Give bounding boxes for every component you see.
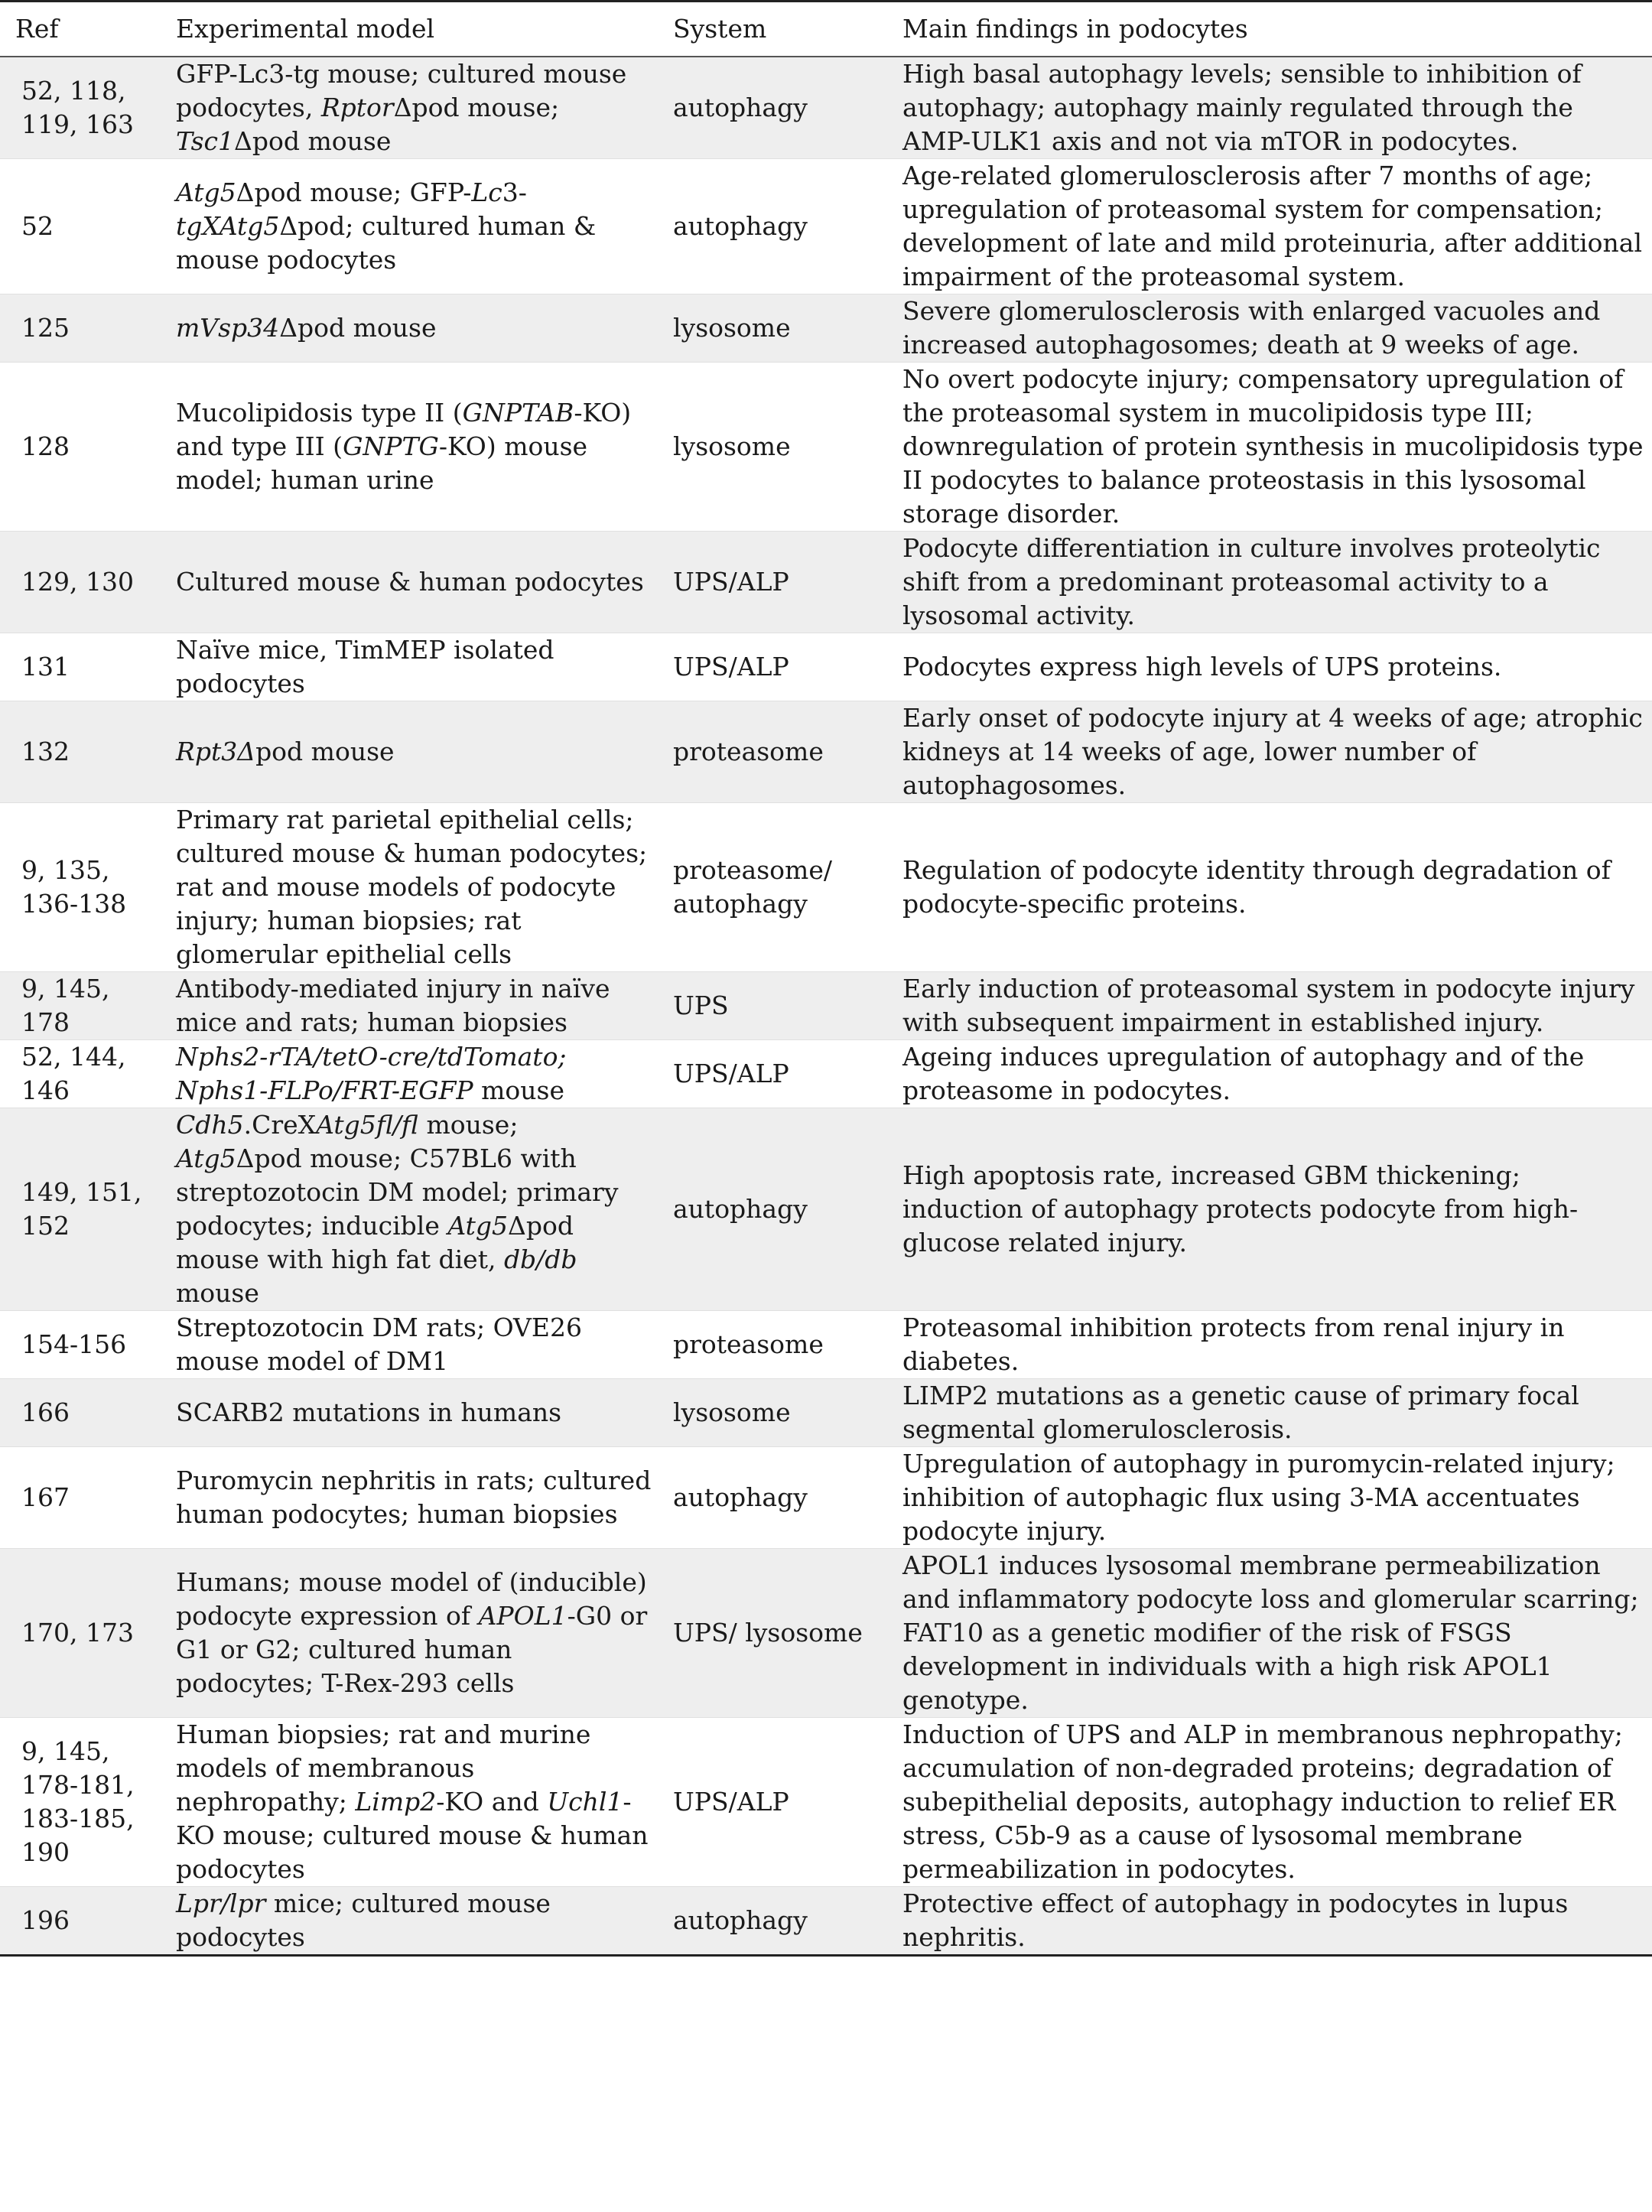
model-text-segment: -KO) mouse model; human urine: [176, 431, 588, 495]
model-text-segment: Naïve mice, TimMEP isolated podocytes: [176, 635, 554, 698]
model-text-segment: SCARB2 mutations in humans: [176, 1397, 562, 1427]
cell-main-findings: Upregulation of autophagy in puromycin-related injury; inhibition of autophagic flux using 3-MA accentuates podocyte injury.: [887, 1447, 1652, 1549]
cell-ref: 52, 118, 119, 163: [0, 57, 161, 159]
cell-experimental-model: [161, 1718, 658, 1887]
cell-ref: 131: [0, 633, 161, 701]
model-text-segment: Atg5: [176, 177, 236, 207]
model-text-segment: db/db: [503, 1244, 577, 1274]
cell-ref: 9, 145, 178-181, 183-185, 190: [0, 1718, 161, 1887]
model-text-segment: Streptozotocin DM rats; OVE26 mouse model of DM1: [176, 1313, 582, 1376]
cell-experimental-model: [161, 294, 658, 363]
header-system: System: [658, 2, 887, 57]
model-text-segment: -KO mouse; cultured mouse & human podocytes: [176, 1787, 649, 1884]
cell-ref: 128: [0, 363, 161, 532]
model-text-segment: Mucolipidosis type II (: [176, 398, 463, 428]
model-text-segment: 3-: [502, 177, 527, 207]
table-row: [0, 633, 1652, 701]
cell-system: autophagy: [658, 159, 887, 294]
table-row: [0, 972, 1652, 1040]
cell-main-findings: Induction of UPS and ALP in membranous nephropathy; accumulation of non-degraded proteins; degradation of subepithelial deposits, autophagy induction to relief ER stress, C5b-9 as a cause of lysosomal membrane permeabilization in podocytes.: [887, 1718, 1652, 1887]
cell-system: lysosome: [658, 363, 887, 532]
model-text-segment: APOL1: [478, 1601, 567, 1631]
cell-experimental-model: [161, 1549, 658, 1718]
table-row: [0, 532, 1652, 633]
cell-experimental-model: [161, 633, 658, 701]
model-text-segment: Lc: [471, 177, 502, 207]
cell-system: lysosome: [658, 294, 887, 363]
model-text-segment: Δpod mouse; GFP-: [236, 177, 472, 207]
table-row: [0, 1040, 1652, 1108]
model-text-segment: Δpod; cultured human & mouse podocytes: [176, 211, 597, 275]
model-text-segment: Antibody-mediated injury in naïve mice and rats; human biopsies: [176, 974, 610, 1037]
model-text-segment: Human biopsies; rat and murine models of membranous nephropathy;: [176, 1719, 591, 1817]
cell-system: UPS/ALP: [658, 532, 887, 633]
table-row: [0, 1447, 1652, 1549]
cell-experimental-model: [161, 532, 658, 633]
model-text-segment: tgXAtg5: [176, 211, 280, 241]
cell-system: UPS/ALP: [658, 1718, 887, 1887]
cell-experimental-model: [161, 803, 658, 972]
model-text-segment: mice; cultured mouse podocytes: [176, 1888, 551, 1952]
table-row: [0, 1718, 1652, 1887]
cell-main-findings: Age-related glomerulosclerosis after 7 months of age; upregulation of proteasomal system for compensation; development of late and mild proteinuria, after additional impairment of the proteasomal system.: [887, 159, 1652, 294]
model-text-segment: pod mouse: [255, 737, 395, 766]
cell-system: UPS: [658, 972, 887, 1040]
model-text-segment: Atg5: [176, 1143, 236, 1173]
model-text-segment: GNPTG: [343, 431, 439, 461]
header-row: [0, 2, 1652, 57]
table-header: [0, 2, 1652, 57]
model-text-segment: mVsp34: [176, 313, 280, 343]
cell-ref: 9, 145, 178: [0, 972, 161, 1040]
model-text-segment: -KO) and type III (: [176, 398, 632, 461]
cell-experimental-model: [161, 1379, 658, 1447]
cell-experimental-model: [161, 363, 658, 532]
cell-main-findings: Severe glomerulosclerosis with enlarged vacuoles and increased autophagosomes; death at 9 weeks of age.: [887, 294, 1652, 363]
cell-system: proteasome: [658, 701, 887, 803]
cell-ref: 129, 130: [0, 532, 161, 633]
cell-system: autophagy: [658, 1108, 887, 1311]
table-row: [0, 1549, 1652, 1718]
model-text-segment: Δpod mouse with high fat diet,: [176, 1211, 574, 1274]
cell-experimental-model: [161, 701, 658, 803]
model-text-segment: Atg5fl/fl: [316, 1110, 418, 1140]
cell-experimental-model: [161, 1447, 658, 1549]
model-text-segment: GNPTAB: [462, 398, 574, 428]
cell-main-findings: Ageing induces upregulation of autophagy and of the proteasome in podocytes.: [887, 1040, 1652, 1108]
cell-main-findings: Podocytes express high levels of UPS proteins.: [887, 633, 1652, 701]
table-body: [0, 57, 1652, 1956]
model-text-segment: -KO and: [436, 1787, 548, 1817]
cell-experimental-model: [161, 1108, 658, 1311]
cell-ref: 167: [0, 1447, 161, 1549]
model-text-segment: Primary rat parietal epithelial cells; cultured mouse & human podocytes; rat and mouse models of podocyte injury; human biopsies; rat glomerular epithelial cells: [176, 805, 648, 969]
model-text-segment: Humans; mouse model of (inducible) podocyte expression of: [176, 1567, 647, 1631]
cell-ref: 132: [0, 701, 161, 803]
table-row: [0, 701, 1652, 803]
cell-system: UPS/ALP: [658, 633, 887, 701]
table-row: [0, 1311, 1652, 1379]
cell-system: proteasome/ autophagy: [658, 803, 887, 972]
cell-experimental-model: [161, 159, 658, 294]
cell-main-findings: Early induction of proteasomal system in podocyte injury with subsequent impairment in established injury.: [887, 972, 1652, 1040]
cell-system: lysosome: [658, 1379, 887, 1447]
cell-ref: 52, 144, 146: [0, 1040, 161, 1108]
header-ref: Ref: [0, 2, 161, 57]
cell-system: autophagy: [658, 1887, 887, 1956]
cell-main-findings: Regulation of podocyte identity through degradation of podocyte-specific proteins.: [887, 803, 1652, 972]
model-text-segment: Δpod mouse: [234, 126, 392, 156]
model-text-segment: .CreX: [243, 1110, 317, 1140]
cell-system: UPS/ALP: [658, 1040, 887, 1108]
model-text-segment: GFP-Lc3-tg mouse; cultured mouse podocytes,: [176, 59, 627, 122]
cell-ref: 166: [0, 1379, 161, 1447]
cell-main-findings: LIMP2 mutations as a genetic cause of primary focal segmental glomerulosclerosis.: [887, 1379, 1652, 1447]
cell-main-findings: High basal autophagy levels; sensible to inhibition of autophagy; autophagy mainly regulated through the AMP-ULK1 axis and not via mTOR in podocytes.: [887, 57, 1652, 159]
model-text-segment: Limp2: [355, 1787, 437, 1817]
cell-main-findings: Podocyte differentiation in culture involves proteolytic shift from a predominant proteasomal activity to a lysosomal activity.: [887, 532, 1652, 633]
cell-experimental-model: [161, 57, 658, 159]
cell-ref: 154-156: [0, 1311, 161, 1379]
cell-main-findings: High apoptosis rate, increased GBM thickening; induction of autophagy protects podocyte from high-glucose related injury.: [887, 1108, 1652, 1311]
cell-main-findings: APOL1 induces lysosomal membrane permeabilization and inflammatory podocyte loss and glomerular scarring; FAT10 as a genetic modifier of the risk of FSGS development in individuals with a high risk APOL1 genotype.: [887, 1549, 1652, 1718]
cell-ref: 9, 135, 136-138: [0, 803, 161, 972]
model-text-segment: Puromycin nephritis in rats; cultured human podocytes; human biopsies: [176, 1465, 652, 1529]
cell-experimental-model: [161, 1311, 658, 1379]
model-text-segment: Nphs2-rTA/tetO-cre/tdTomato; Nphs1-FLPo/FRT-EGFP: [176, 1042, 567, 1105]
model-text-segment: Δpod mouse;: [393, 93, 560, 122]
model-text-segment: -G0 or G1 or G2; cultured human podocytes; T-Rex-293 cells: [176, 1601, 648, 1698]
table-row: [0, 159, 1652, 294]
table-row: [0, 803, 1652, 972]
cell-main-findings: Proteasomal inhibition protects from renal injury in diabetes.: [887, 1311, 1652, 1379]
cell-ref: 196: [0, 1887, 161, 1956]
model-text-segment: Δpod mouse; C57BL6 with streptozotocin DM model; primary podocytes; inducible: [176, 1143, 619, 1241]
cell-main-findings: Early onset of podocyte injury at 4 weeks of age; atrophic kidneys at 14 weeks of age, lower number of autophagosomes.: [887, 701, 1652, 803]
cell-experimental-model: [161, 1040, 658, 1108]
model-text-segment: Rptor: [320, 93, 394, 122]
header-experimental-model: Experimental model: [161, 2, 658, 57]
cell-experimental-model: [161, 1887, 658, 1956]
table-row: [0, 1108, 1652, 1311]
table-row: [0, 1379, 1652, 1447]
model-text-segment: mouse: [473, 1075, 564, 1105]
cell-main-findings: Protective effect of autophagy in podocytes in lupus nephritis.: [887, 1887, 1652, 1956]
model-text-segment: mouse: [176, 1278, 259, 1308]
cell-ref: 125: [0, 294, 161, 363]
cell-experimental-model: [161, 972, 658, 1040]
cell-ref: 170, 173: [0, 1549, 161, 1718]
model-text-segment: Rpt3Δ: [176, 737, 256, 766]
model-text-segment: Tsc1: [176, 126, 235, 156]
table-row: [0, 294, 1652, 363]
table-row: [0, 57, 1652, 159]
cell-ref: 149, 151, 152: [0, 1108, 161, 1311]
model-text-segment: Δpod mouse: [279, 313, 437, 343]
model-text-segment: Atg5: [447, 1211, 509, 1241]
cell-system: proteasome: [658, 1311, 887, 1379]
header-main-findings: Main findings in podocytes: [887, 2, 1652, 57]
cell-ref: 52: [0, 159, 161, 294]
cell-system: UPS/ lysosome: [658, 1549, 887, 1718]
model-text-segment: mouse;: [418, 1110, 519, 1140]
table-row: [0, 1887, 1652, 1956]
model-text-segment: Cdh5: [176, 1110, 244, 1140]
model-text-segment: Uchl1: [547, 1787, 623, 1817]
model-text-segment: Lpr/lpr: [176, 1888, 266, 1918]
model-text-segment: Cultured mouse & human podocytes: [176, 567, 644, 597]
table-row: [0, 363, 1652, 532]
cell-system: autophagy: [658, 1447, 887, 1549]
cell-system: autophagy: [658, 57, 887, 159]
cell-main-findings: No overt podocyte injury; compensatory upregulation of the proteasomal system in mucolipidosis type III; downregulation of protein synthesis in mucolipidosis type II podocytes to balance proteostasis in this lysosomal storage disorder.: [887, 363, 1652, 532]
